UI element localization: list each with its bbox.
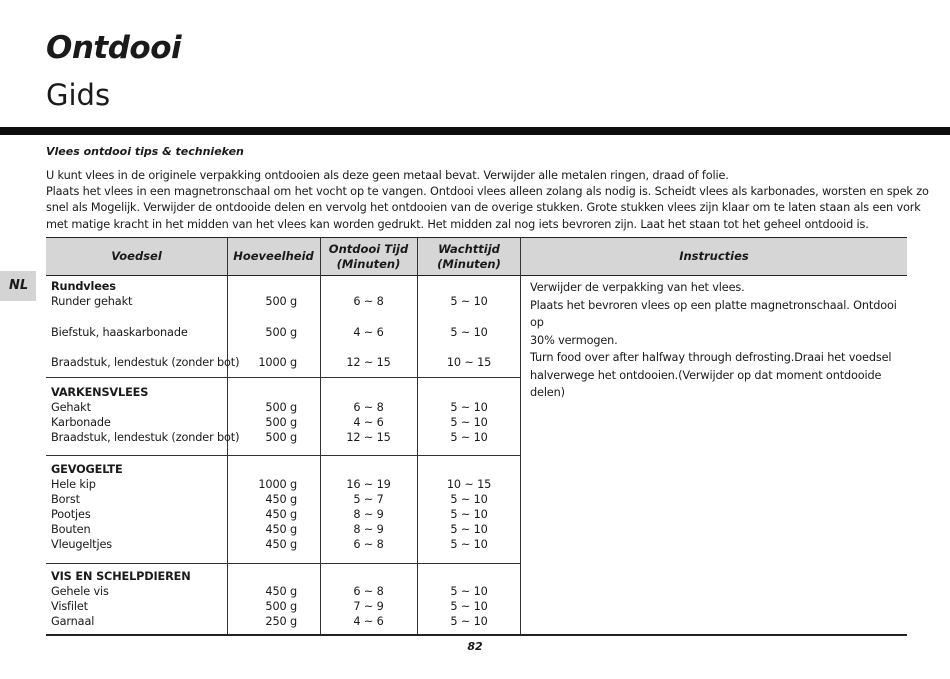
instruction-line: Verwijder de verpakking van het vlees. [530,281,745,294]
defrost-time-cell: 12 ~ 15 [346,431,391,444]
header-wait-time-line1: Wachttijd [438,241,500,256]
food-cell: Braadstuk, lendestuk (zonder bot) [51,356,240,369]
header-food: Voedsel [111,249,162,263]
quantity-cell: 1000 g [258,356,297,369]
quantity-cell: 500 g [265,416,297,429]
header-wait-time-line2: (Minuten) [437,256,501,271]
intro-line: met matige kracht in het midden van het vlees kan worden gedrukt. Het midden zal nog iets bevroren zijn. Laat het staan tot het geheel ontdooid is. [46,217,869,231]
defrost-time-cell: 16 ~ 19 [346,478,391,491]
defrost-time-cell: 7 ~ 9 [353,600,384,613]
food-cell: Hele kip [51,478,96,491]
wait-time-cell: 5 ~ 10 [450,493,488,506]
intro-line: Plaats het vlees in een magnetronschaal om het vocht op te vangen. Ontdooi vlees alleen zolang als nodig is. Scheidt vlees als karbonades, worsten en spek zo [46,185,929,199]
wait-time-cell: 5 ~ 10 [450,508,488,521]
section-heading: Vlees ontdooi tips & technieken [46,145,244,158]
wait-time-cell: 5 ~ 10 [450,523,488,536]
wait-time-cell: 10 ~ 15 [446,356,492,369]
quantity-cell: 500 g [265,326,297,339]
food-cell: Gehele vis [51,585,109,598]
food-cell: Karbonade [51,416,111,429]
intro-line: snel als Mogelijk. Verwijder de ontdooide delen en vervolg het ontdooien van de overige stukken. Grote stukken vlees zijn klaar om te laten staan als een vork [46,201,921,215]
wait-time-cell: 5 ~ 10 [450,585,488,598]
page-subtitle: Gids [46,78,111,112]
intro-line: U kunt vlees in de originele verpakking ontdooien als deze geen metaal bevat. Verwijder alle metalen ringen, draad of folie. [46,169,729,182]
header-defrost-time-line2: (Minuten) [336,256,401,271]
table-bottom-border [46,634,907,636]
group-title: Rundvlees [51,280,116,293]
quantity-cell: 1000 g [258,478,297,491]
defrost-time-cell: 6 ~ 8 [353,538,384,551]
quantity-cell: 250 g [265,615,297,628]
defrost-time-cell: 4 ~ 6 [353,416,384,429]
defrost-time-cell: 12 ~ 15 [346,356,391,369]
header-wait-time [417,238,521,275]
defrost-time-cell: 6 ~ 8 [353,401,384,414]
wait-time-cell: 5 ~ 10 [450,615,488,628]
group-title: GEVOGELTE [51,463,123,476]
header-divider [0,127,950,135]
quantity-cell: 500 g [265,431,297,444]
defrost-time-cell: 4 ~ 6 [353,615,384,628]
wait-time-cell: 5 ~ 10 [450,295,488,308]
defrost-time-cell: 8 ~ 9 [353,508,384,521]
quantity-cell: 500 g [265,600,297,613]
food-cell: Gehakt [51,401,91,414]
header-defrost-time [320,238,417,275]
food-cell: Borst [51,493,80,506]
page-number: 82 [467,640,483,653]
instruction-line: Turn food over after halfway through defrosting.Draai het voedsel [530,351,892,364]
food-cell: Visfilet [51,600,88,613]
quantity-cell: 450 g [265,538,297,551]
food-cell: Pootjes [51,508,91,521]
food-cell: Biefstuk, haaskarbonade [51,326,188,339]
defrost-time-cell: 4 ~ 6 [353,326,384,339]
food-cell: Bouten [51,523,91,536]
food-cell: Braadstuk, lendestuk (zonder bot) [51,431,240,444]
wait-time-cell: 5 ~ 10 [450,431,488,444]
defrost-time-cell: 6 ~ 8 [353,295,384,308]
language-tab: NL [0,271,36,301]
group-title: VARKENSVLEES [51,386,149,399]
header-quantity: Hoeveelheid [233,249,314,263]
wait-time-cell: 5 ~ 10 [450,538,488,551]
defrost-time-cell: 8 ~ 9 [353,523,384,536]
quantity-cell: 450 g [265,493,297,506]
food-cell: Runder gehakt [51,295,133,308]
instruction-line: halverwege het ontdooien.(Verwijder op dat moment ontdooide delen) [530,368,882,399]
instructions-cell [530,279,902,402]
instruction-line: Plaats het bevroren vlees op een platte magnetronschaal. Ontdooi op [530,298,897,329]
defrost-time-cell: 6 ~ 8 [353,585,384,598]
wait-time-cell: 5 ~ 10 [450,326,488,339]
table-header [46,237,907,276]
food-cell: Vleugeltjes [51,538,112,551]
group-divider [46,377,520,378]
quantity-cell: 450 g [265,523,297,536]
instruction-line: 30% vermogen. [530,333,618,347]
quantity-cell: 500 g [265,295,297,308]
quantity-cell: 450 g [265,508,297,521]
header-instructions: Instructies [679,249,749,263]
wait-time-cell: 5 ~ 10 [450,600,488,613]
group-title: VIS EN SCHELPDIEREN [51,570,191,583]
food-cell: Garnaal [51,615,95,628]
header-defrost-time-line1: Ontdooi Tijd [328,241,409,256]
quantity-cell: 450 g [265,585,297,598]
quantity-cell: 500 g [265,401,297,414]
wait-time-cell: 10 ~ 15 [446,478,492,491]
page-title: Ontdooi [46,30,182,66]
wait-time-cell: 5 ~ 10 [450,416,488,429]
group-divider [46,563,520,564]
wait-time-cell: 5 ~ 10 [450,401,488,414]
intro-paragraph [46,168,929,233]
defrost-time-cell: 5 ~ 7 [353,493,384,506]
group-divider [46,455,520,456]
